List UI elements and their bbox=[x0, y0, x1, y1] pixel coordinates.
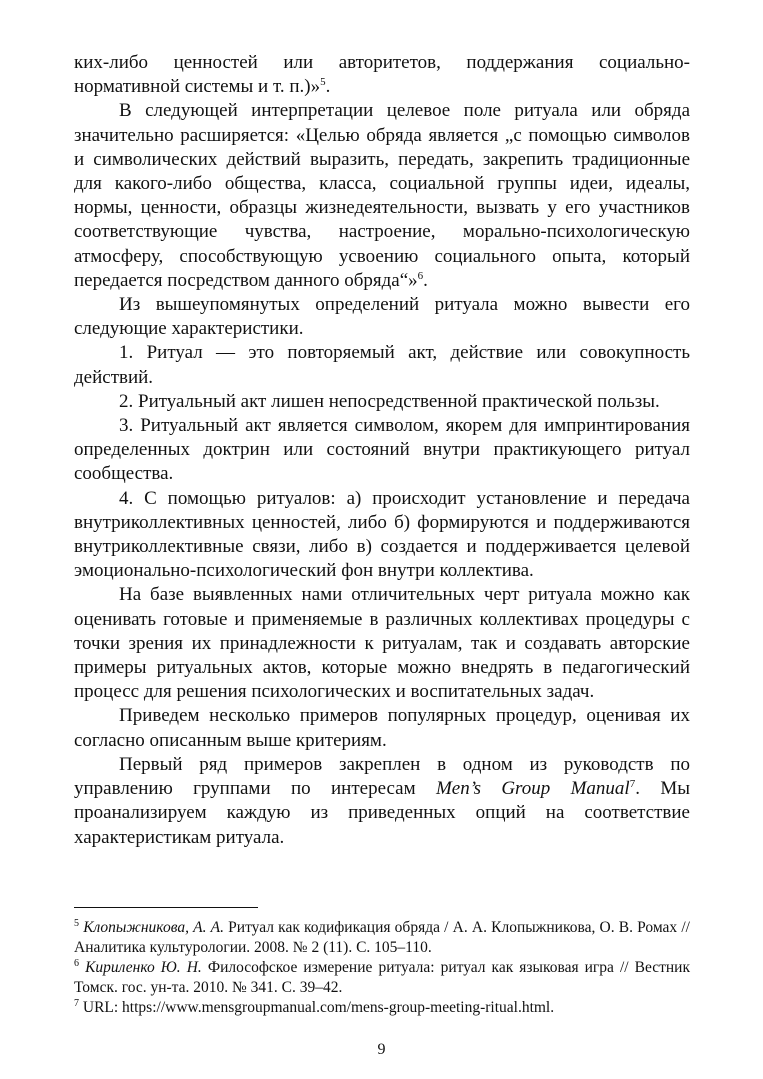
manual-title: Men’s Group Manual bbox=[435, 778, 630, 800]
footnote-7 bbox=[74, 998, 690, 1018]
footnote-number: 6 bbox=[74, 958, 79, 969]
footnote-6 bbox=[74, 958, 690, 998]
footnote-ref-6[interactable]: 6 bbox=[417, 269, 424, 282]
footnote-ref-5[interactable]: 5 bbox=[320, 76, 326, 89]
paragraph-evaluation: На базе выявленных нами отличительных черт ритуала можно как оценивать готовые и применяемые в различных коллективах процедуры с точки зрения их принадлежности к ритуалам, так и создавать авторские примеры ритуальных актов, которые можно внедрять в педагогический процесс для решения психологических и воспитательных задач. bbox=[74, 584, 690, 703]
footnote-author: Кириленко Ю. Н. bbox=[85, 959, 202, 976]
footnote-url[interactable]: URL: https://www.mensgroupmanual.com/mens-group-meeting-ritual.html. bbox=[79, 999, 555, 1016]
footnote-number: 7 bbox=[74, 998, 79, 1009]
footnote-ref-7[interactable]: 7 bbox=[629, 778, 636, 791]
footnote-author: Клопыжникова, А. А. bbox=[83, 919, 224, 936]
list-item-4: 4. С помощью ритуалов: а) происходит установление и передача внутриколлективных ценностей, либо б) формируются и поддерживаются внутриколлективные связи, либо в) создается и поддерживается целевой эмоционально-психологический фон внутри коллектива. bbox=[74, 487, 690, 582]
paragraph-interpretation bbox=[74, 99, 690, 293]
list-item-3: 3. Ритуальный акт является символом, якорем для импринтирования определенных доктрин или состояний внутри практикующего ритуал сообщества. bbox=[74, 415, 690, 485]
paragraph-end: . bbox=[423, 269, 428, 291]
page-number: 9 bbox=[377, 1041, 386, 1058]
footnote-number: 5 bbox=[74, 918, 79, 929]
footnote-divider bbox=[74, 907, 258, 908]
page-body bbox=[74, 51, 690, 850]
footnotes bbox=[74, 907, 690, 1018]
paragraph-text: ких-либо ценностей или авторитетов, поддержания социально-нормативной системы и т. п.)» bbox=[74, 52, 690, 98]
paragraph-intro-characteristics: Из вышеупомянутых определений ритуала можно вывести его следующие характеристики. bbox=[74, 294, 690, 340]
paragraph-examples: Приведем несколько примеров популярных процедур, оценивая их согласно описанным выше критериям. bbox=[74, 705, 690, 751]
list-item-2: 2. Ритуальный акт лишен непосредственной практической пользы. bbox=[119, 390, 660, 412]
footnote-text: Философское измерение ритуала: ритуал как языковая игра // Вестник Томск. гос. ун-та. 2010. № 341. С. 39–42. bbox=[74, 959, 691, 996]
paragraph-first-examples bbox=[74, 753, 690, 850]
footnote-text: Ритуал как кодификация обряда / А. А. Клопыжникова, О. В. Ромах // Аналитика культурологии. 2008. № 2 (11). С. 105–110. bbox=[74, 919, 690, 956]
paragraph-end: . bbox=[325, 76, 331, 98]
list-item-1: 1. Ритуал — это повторяемый акт, действие или совокупность действий. bbox=[74, 342, 690, 388]
footnote-5 bbox=[74, 918, 690, 958]
paragraph-text: В следующей интерпретации целевое поле ритуала или обряда значительно расширяется: «Целью обряда является „с помощью символов и символических действий выразить, передать, закрепить традиционные для какого-либо общества, класса, социальной группы идеи, идеалы, нормы, ценности, образцы жизнедеятельности, вызвать у его участников соответствующие чувства, настроение, морально-психологическую атмосферу, способствующую усвоению социального опыта, который передается посредством данного обряда“» bbox=[74, 100, 690, 291]
paragraph-continued bbox=[74, 51, 690, 99]
paragraph-text: . Мы проанализируем каждую из приведенных опций на соответствие характеристикам ритуала. bbox=[74, 778, 690, 848]
paragraph-text: Первый ряд примеров закреплен в одном из руководств по управлению группами по интересам bbox=[74, 753, 690, 800]
